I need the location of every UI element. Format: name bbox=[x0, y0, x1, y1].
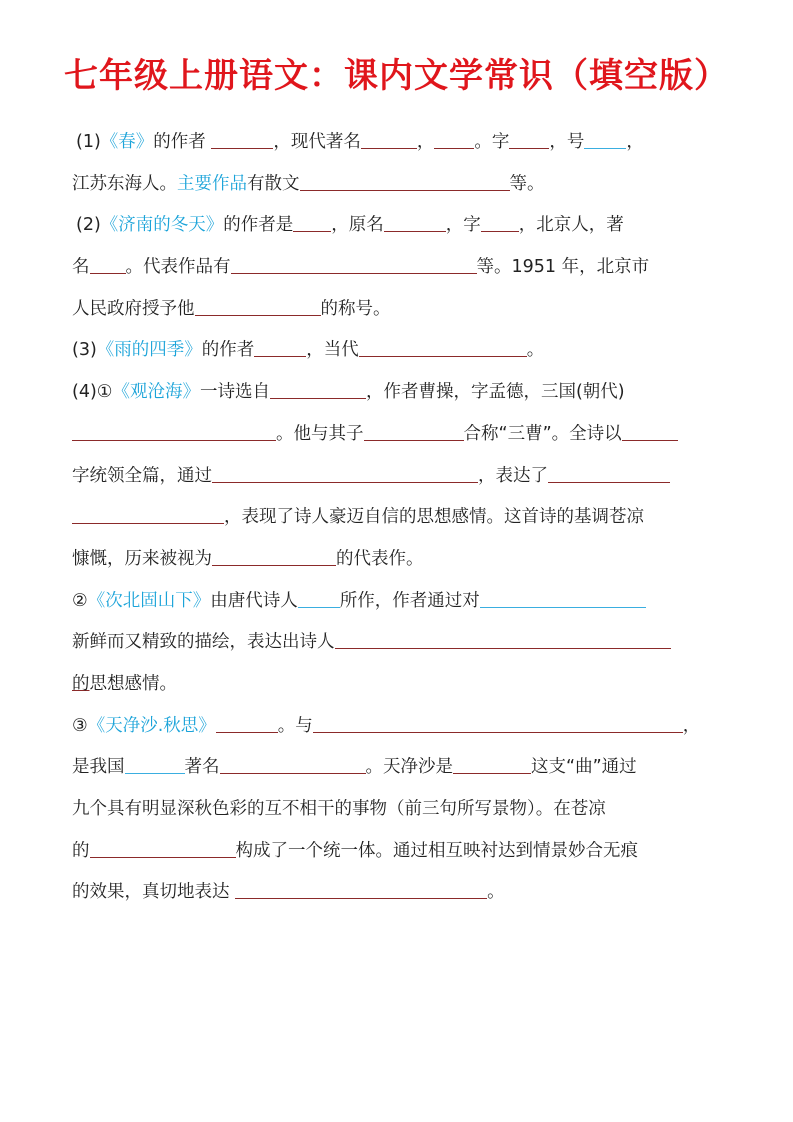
answer-blank[interactable] bbox=[384, 213, 446, 232]
answer-blank[interactable] bbox=[216, 714, 278, 733]
page-title: 七年级上册语文：课内文学常识（填空版） bbox=[64, 56, 729, 96]
q4b-line-1: ②《次北固山下》由唐代诗人 所作，作者通过对 bbox=[72, 581, 724, 623]
answer-blank[interactable] bbox=[481, 213, 519, 232]
q4a-line-2: 。他与其子 合称“三曹”。全诗以 bbox=[72, 414, 724, 456]
worksheet-body bbox=[72, 122, 724, 914]
q3-line-1: (3)《雨的四季》的作者 ，当代 。 bbox=[72, 340, 545, 361]
answer-blank[interactable] bbox=[548, 464, 670, 483]
q4a-line-3: 字统领全篇，通过 ，表达了 bbox=[72, 456, 724, 498]
answer-blank[interactable] bbox=[235, 880, 487, 899]
answer-blank[interactable] bbox=[335, 630, 671, 649]
answer-blank[interactable] bbox=[211, 130, 273, 149]
answer-blank[interactable] bbox=[300, 172, 510, 191]
q4c-line-5: 的效果，真切地表达 。 bbox=[72, 882, 505, 903]
q4b-line-2: 新鲜而又精致的描绘，表达出诗人 bbox=[72, 622, 724, 664]
answer-blank[interactable] bbox=[270, 380, 366, 399]
answer-blank[interactable] bbox=[212, 547, 336, 566]
answer-blank[interactable] bbox=[584, 130, 626, 149]
answer-blank[interactable] bbox=[453, 755, 531, 774]
q4c-line-3: 九个具有明显深秋色彩的互不相干的事物（前三句所写景物）。在苍凉 bbox=[72, 799, 606, 819]
q2-line-1: (2)《济南的冬天》的作者是 ，原名 ，字 ，北京人，著 bbox=[76, 215, 624, 236]
q4a-line-5: 慷慨，历来被视为 的代表作。 bbox=[72, 548, 424, 569]
answer-blank[interactable] bbox=[72, 422, 276, 441]
answer-blank[interactable] bbox=[212, 464, 478, 483]
answer-blank[interactable] bbox=[359, 338, 527, 357]
q4c-line-1: ③《天净沙.秋思》 。与 ， bbox=[72, 715, 701, 736]
q4a-line-4: ，表现了诗人豪迈自信的思想感情。这首诗的基调苍凉 bbox=[72, 497, 724, 539]
q4a-line-1: (4)①《观沧海》一诗选自 ，作者曹操，字孟德，三国(朝代) bbox=[72, 382, 625, 403]
answer-blank[interactable] bbox=[195, 297, 321, 316]
q2-line-2: 名 。代表作品有 等。1951 年，北京市 bbox=[72, 257, 650, 278]
answer-blank[interactable] bbox=[72, 505, 224, 524]
answer-blank[interactable] bbox=[298, 589, 340, 608]
answer-blank[interactable] bbox=[254, 338, 306, 357]
q2-line-3: 人民政府授予他 的称号。 bbox=[72, 298, 391, 319]
answer-blank[interactable] bbox=[622, 422, 678, 441]
q4c-line-2: 是我国 著名 。天净沙是 这支“曲”通过 bbox=[72, 757, 637, 778]
answer-blank[interactable] bbox=[509, 130, 549, 149]
q4b-line-3: 的思想感情。 bbox=[72, 673, 177, 694]
answer-blank[interactable] bbox=[480, 589, 646, 608]
answer-blank[interactable] bbox=[231, 255, 477, 274]
answer-blank[interactable] bbox=[220, 755, 366, 774]
q1-line-2: 江苏东海人。主要作品有散文 等。 bbox=[72, 173, 545, 194]
q1-line-1: (1)《春》的作者 ，现代著名 ， 。字 ，号 ， bbox=[76, 132, 644, 152]
answer-blank[interactable] bbox=[434, 130, 474, 149]
answer-blank[interactable] bbox=[125, 755, 185, 774]
answer-blank[interactable] bbox=[90, 255, 126, 274]
answer-blank[interactable] bbox=[90, 839, 236, 858]
answer-blank[interactable] bbox=[361, 130, 417, 149]
answer-blank[interactable] bbox=[313, 714, 683, 733]
answer-blank[interactable] bbox=[364, 422, 464, 441]
answer-blank[interactable] bbox=[293, 213, 331, 232]
q4c-line-4: 的 构成了一个统一体。通过相互映衬达到情景妙合无痕 bbox=[72, 840, 638, 861]
